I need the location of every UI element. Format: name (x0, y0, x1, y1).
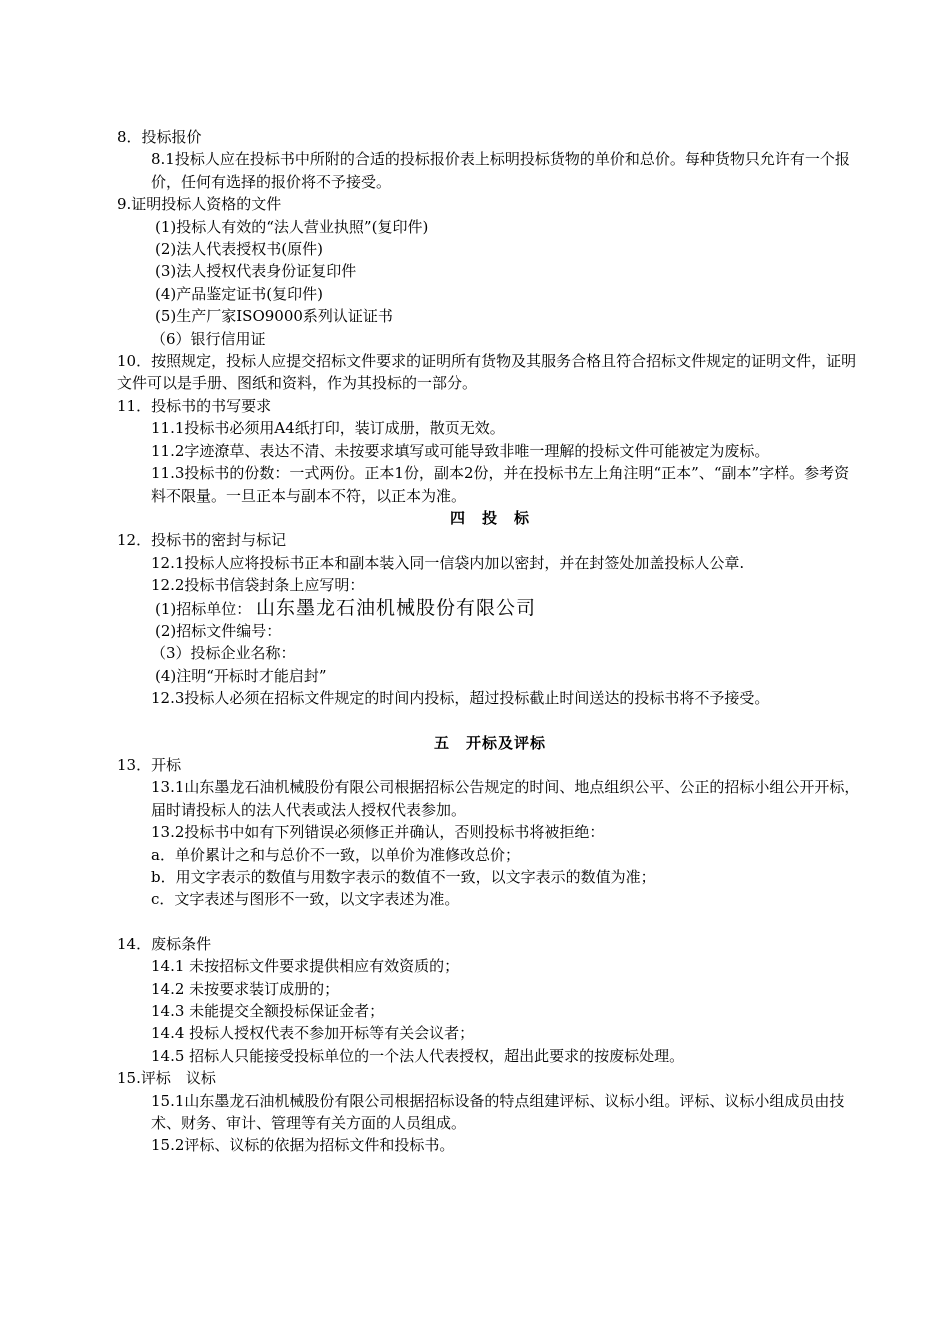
line-text: 8.1投标人应在投标书中所附的合适的投标报价表上标明投标货物的单价和总价。每种货物只允许有一个报价，任何有选择的报价将不予接受。 (151, 150, 850, 191)
line-text: (4)注明“开标时才能启封” (155, 666, 327, 685)
line-text: 14.5 招标人只能接受投标单位的一个法人代表授权，超出此要求的按废标处理。 (151, 1046, 685, 1065)
text-line (117, 283, 863, 305)
text-line (117, 552, 863, 574)
line-text: 9.证明投标人资格的文件 (117, 195, 282, 214)
text-line (117, 1067, 863, 1089)
line-text: 11．投标书的书写要求 (117, 396, 272, 415)
text-line (117, 754, 863, 776)
line-text: 15.1山东墨龙石油机械股份有限公司根据招标设备的特点组建评标、议标小组。评标、议标小组成员由技术、财务、审计、管理等有关方面的人员组成。 (151, 1091, 845, 1133)
line-text: (1)招标单位： (155, 599, 252, 618)
text-line (117, 597, 863, 620)
line-text: 15.2评标、议标的依据为招标文件和投标书。 (151, 1136, 455, 1155)
text-line (117, 642, 863, 664)
section-heading (117, 507, 863, 529)
line-text: 12．投标书的密封与标记 (117, 531, 287, 550)
text-line (117, 260, 863, 282)
line-text: 11.1投标书必须用A4纸打印，装订成册，散页无效。 (151, 419, 505, 438)
line-text: (4)产品鉴定证书(复印件) (155, 284, 323, 303)
document-page (117, 126, 863, 1157)
text-line (117, 440, 863, 462)
text-line (117, 1000, 863, 1022)
text-line (117, 866, 863, 888)
line-text: a．单价累计之和与总价不一致，以单价为准修改总价； (151, 845, 520, 864)
line-text: 12.2投标书信袋封条上应写明： (151, 576, 365, 595)
line-text: 12.3投标人必须在招标文件规定的时间内投标，超过投标截止时间送达的投标书将不予接受。 (151, 689, 770, 708)
line-text: 15.评标 议标 (117, 1069, 216, 1088)
spacer (117, 710, 863, 732)
text-line (117, 1090, 863, 1135)
text-line (117, 417, 863, 439)
line-text: 13．开标 (117, 755, 182, 774)
line-text: (2)招标文件编号： (155, 621, 282, 640)
text-line (117, 844, 863, 866)
line-text: 12.1投标人应将投标书正本和副本装入同一信袋内加以密封，并在封签处加盖投标人公章. (151, 553, 745, 572)
line-text: b．用文字表示的数值与用数字表示的数值不一致，以文字表示的数值为准； (151, 868, 656, 886)
line-text: 11.3投标书的份数：一式两份。正本1份，副本2份，并在投标书左上角注明“正本”、“副本”字样。参考资料不限量。一旦正本与副本不符，以正本为准。 (151, 464, 850, 505)
section-heading (117, 732, 863, 754)
line-text: 13.1山东墨龙石油机械股份有限公司根据招标公告规定的时间、地点组织公平、公正的招标小组公开开标，届时请投标人的法人代表或法人授权代表参加。 (151, 778, 860, 819)
line-text: c．文字表述与图形不一致，以文字表述为准。 (151, 890, 460, 909)
text-line (117, 395, 863, 417)
text-line (117, 126, 863, 148)
line-text: （3）投标企业名称： (151, 644, 296, 663)
tender-unit-name: 山东墨龙石油机械股份有限公司 (256, 596, 537, 619)
line-text: 四 投 标 (449, 508, 530, 527)
text-line (117, 238, 863, 260)
text-line (117, 978, 863, 1000)
line-text: 五 开标及评标 (433, 733, 546, 752)
line-text: 13.2投标书中如有下列错误必须修正并确认，否则投标书将被拒绝： (151, 823, 605, 842)
text-line (117, 687, 863, 709)
text-line (117, 1134, 863, 1156)
line-text: 14.3 未能提交全额投标保证金者； (151, 1002, 385, 1021)
text-line (117, 776, 863, 821)
line-text: (1)投标人有效的“法人营业执照”(复印件) (155, 217, 429, 236)
line-text: 8．投标报价 (117, 128, 202, 146)
text-line (117, 665, 863, 687)
text-line (117, 529, 863, 551)
text-line (117, 888, 863, 910)
text-line (117, 955, 863, 977)
text-line (117, 1045, 863, 1067)
text-line (117, 193, 863, 215)
text-line (117, 216, 863, 238)
line-text: 10．按照规定，投标人应提交招标文件要求的证明所有货物及其服务合格且符合招标文件规定的证明文件，证明文件可以是手册、图纸和资料，作为其投标的一部分。 (117, 352, 857, 393)
text-line (117, 328, 863, 350)
text-line (117, 462, 863, 507)
line-text: 14.2 未按要求装订成册的； (151, 979, 340, 998)
line-text: 11.2字迹潦草、表达不清、未按要求填写或可能导致非唯一理解的投标文件可能被定为废标。 (151, 441, 770, 460)
text-line (117, 148, 863, 193)
line-text: (3)法人授权代表身份证复印件 (155, 262, 357, 281)
spacer (117, 911, 863, 933)
text-line (117, 821, 863, 843)
line-text: 14.1 未按招标文件要求提供相应有效资质的； (151, 957, 460, 976)
text-line (117, 933, 863, 955)
text-line (117, 1022, 863, 1044)
line-text: 14.4 投标人授权代表不参加开标等有关会议者； (151, 1024, 475, 1043)
text-line (117, 305, 863, 327)
line-text: (2)法人代表授权书(原件) (155, 240, 323, 259)
line-text: (5)生产厂家ISO9000系列认证证书 (155, 307, 393, 326)
line-text: 14．废标条件 (117, 934, 212, 953)
text-line (117, 620, 863, 642)
text-line (117, 350, 863, 395)
line-text: （6）银行信用证 (151, 329, 266, 348)
text-line (117, 574, 863, 596)
